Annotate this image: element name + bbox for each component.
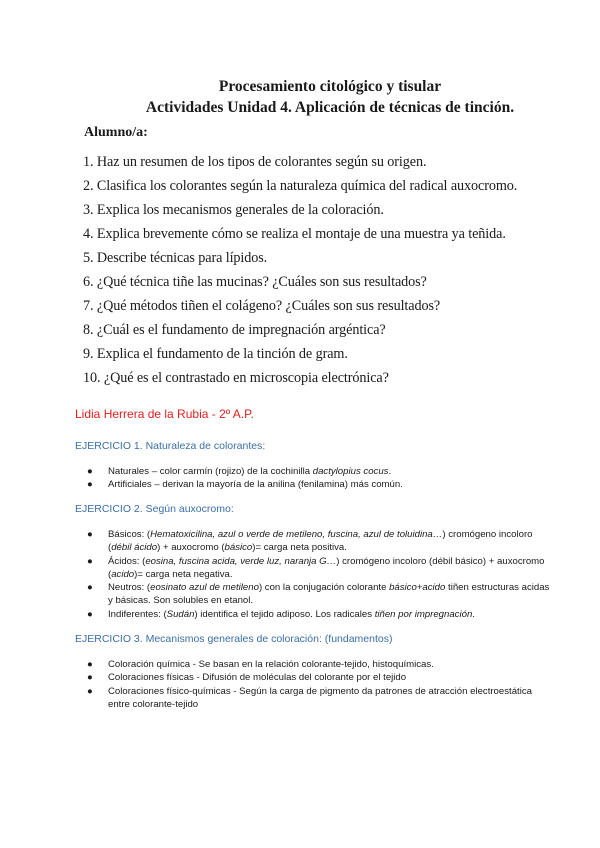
list-item: ● Coloración química - Se basan en la relación colorante-tejido, histoquímicas.: [87, 659, 434, 670]
question-item: 2. Clasifica los colorantes según la naturaleza química del radical auxocromo.: [83, 178, 518, 194]
list-item: ● Indiferentes: (Sudán) identifica el tejido adiposo. Los radicales tiñen por impregnación.: [87, 608, 475, 620]
question-item: 8. ¿Cuál es el fundamento de impregnación argéntica?: [83, 322, 386, 338]
document-subtitle: Actividades Unidad 4. Aplicación de técnicas de tinción.: [145, 99, 515, 116]
bullet-icon: ●: [87, 608, 93, 620]
questions-list: [83, 150, 517, 390]
bullet-icon: ●: [87, 672, 93, 684]
exercise-3-list: [75, 658, 555, 711]
bullet-icon: ●: [87, 479, 93, 491]
question-item: 5. Describe técnicas para lípidos.: [83, 250, 268, 266]
bullet-icon: ●: [87, 582, 93, 594]
list-item: ● Artificiales – derivan la mayoría de la anilina (fenilamina) más común.: [87, 479, 403, 491]
exercise-1-list: [75, 465, 555, 492]
question-item: 10. ¿Qué es el contrastado en microscopia electrónica?: [83, 370, 389, 386]
exercise-3-heading: EJERCICIO 3. Mecanismos generales de coloración: (fundamentos): [75, 633, 393, 645]
bullet-icon: ●: [87, 685, 93, 697]
list-item: ● Básicos: (Hematoxicilina, azul o verde de metileno, fuscina, azul de toluidina…) cromógeno incoloro (débil ácido) + auxocromo (básico)= carga neta positiva.: [87, 529, 533, 554]
question-item: 6. ¿Qué técnica tiñe las mucinas? ¿Cuáles son sus resultados?: [83, 274, 427, 290]
document-title: Procesamiento citológico y tisular: [218, 78, 442, 95]
bullet-icon: ●: [87, 555, 93, 567]
bullet-icon: ●: [87, 466, 93, 477]
exercise-2-heading: EJERCICIO 2. Según auxocromo:: [75, 503, 234, 515]
list-item: ● Ácidos: (eosina, fuscina acida, verde luz, naranja G…) cromógeno incoloro (débil básico) + auxocromo (acido)= carga neta negativa.: [87, 555, 545, 580]
list-item: ● Coloraciones físico-químicas - Según la carga de pigmento da patrones de atracción electroestática entre colorante-tejido: [87, 685, 532, 710]
question-item: 3. Explica los mecanismos generales de la coloración.: [83, 202, 384, 218]
bullet-icon: ●: [87, 529, 93, 540]
question-item: 1. Haz un resumen de los tipos de colorantes según su origen.: [83, 154, 427, 170]
bullet-icon: ●: [87, 659, 93, 670]
question-item: 7. ¿Qué métodos tiñen el colágeno? ¿Cuáles son sus resultados?: [83, 298, 441, 314]
list-item: ● Neutros: (eosinato azul de metileno) con la conjugación colorante básico+acido tiñen estructuras acidas y básicas. Son solubles en etanol.: [87, 582, 550, 607]
exercise-1-heading: EJERCICIO 1. Naturaleza de colorantes:: [75, 440, 266, 452]
question-item: 9. Explica el fundamento de la tinción de gram.: [83, 346, 348, 362]
list-item: ● Naturales – color carmín (rojizo) de la cochinilla dactylopius cocus.: [87, 466, 392, 477]
question-item: 4. Explica brevemente cómo se realiza el montaje de una muestra ya teñida.: [83, 226, 506, 242]
exercise-2-list: [75, 528, 555, 621]
author-name: Lidia Herrera de la Rubia - 2º A.P.: [75, 407, 254, 421]
student-label: Alumno/a:: [84, 125, 148, 140]
list-item: ● Coloraciones físicas - Difusión de moléculas del colorante por el tejido: [87, 672, 407, 684]
